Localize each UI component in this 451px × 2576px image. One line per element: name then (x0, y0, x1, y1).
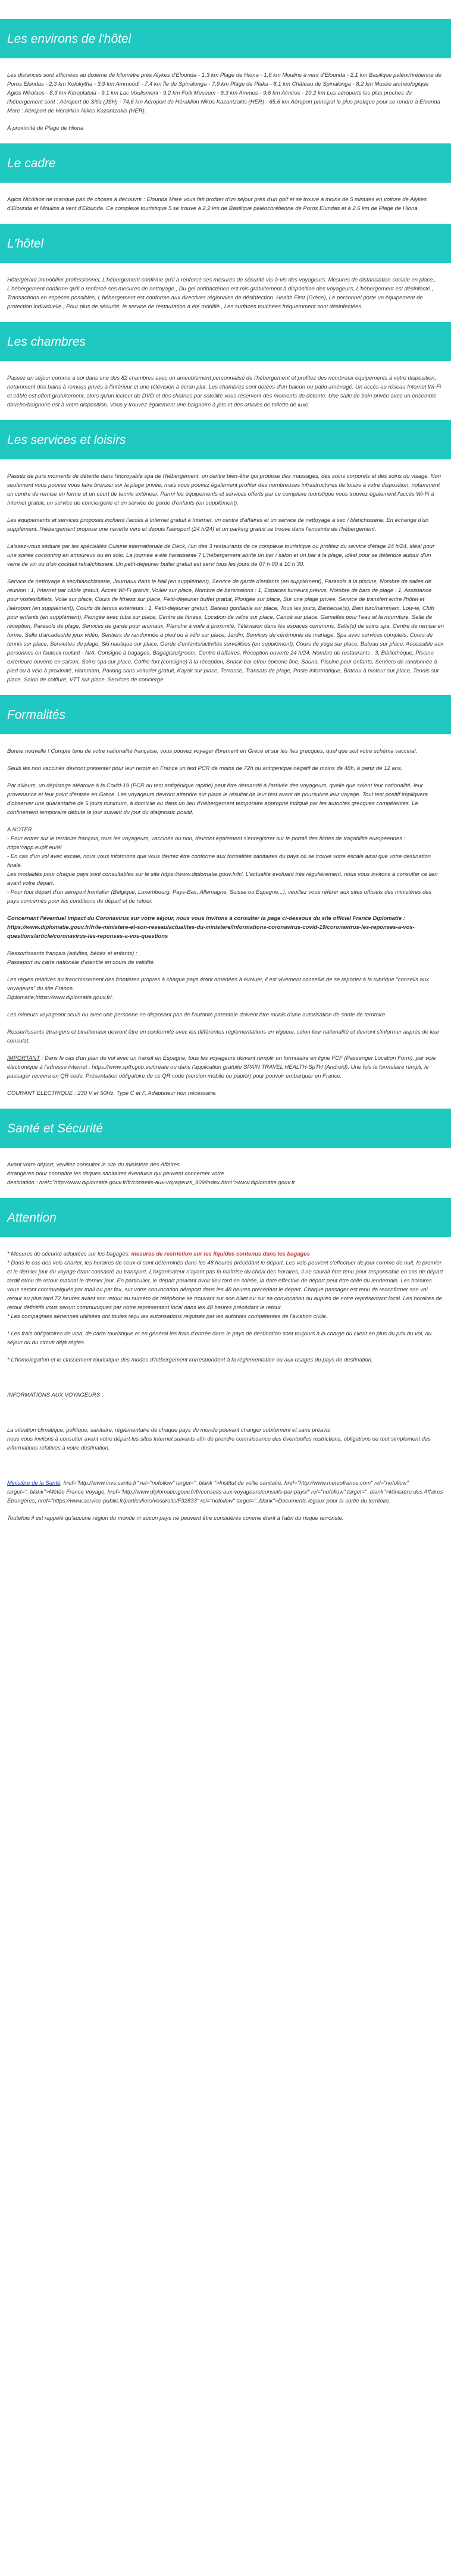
paragraph: Seuls les non vaccinés devront présenter pour leur retour en France un test PCR de moins de 72h ou antigénique négatif de moins de 48h, à partir de 12 ans. (7, 765, 403, 772)
paragraph: Passez de purs moments de détente dans l'incroyable spa de l'hébergement, un centre bien-être qui propose des massages, des soins corporels et des soins du visage. Non seulement vous pouvez vous faire bronzer sur la plage privée, mais vous pouvez également profiter des nombreuses infrastructures de loisirs à votre disposition, notamment un centre de remise en forme et un court de tennis extérieur. Parmi les équipements et services offerts par ce complexe touristique vous trouvez également l'accès Wi-Fi à Internet gratuit, un service de conciergerie et un service de garde d'enfants (en supplément). (7, 473, 441, 506)
section-title: Attention (0, 1198, 451, 1237)
paragraph: Passez un séjour comme à soi dans une des 82 chambres avec un ameublement personnalisé de l'hébergement et profitez des nombreux équipements à votre disposition, notamment des bains à remous privés à l'intérieur et une télévision à écran plat. Les chambres sont dotées d'un balcon ou patio aménagé. Un accès au réseau Internet Wi-Fi et câblé est offert gratuitement, alors qu'un lecteur de DVD et des chaînes par satellite vous réservent des moments de détente. Une salle de bain privée avec un ensemble douche/baignoire est à votre disposition. Vous y trouvez également une baignoire à jets et des articles de toilette de luxe. (7, 375, 441, 408)
paragraph: Ressortissants français (adultes, bébés et enfants) : Passeport ou carte nationale d'identité en cours de validité. (7, 950, 155, 966)
paragraph: Les équipements et services proposés incluent l'accès à Internet gratuit à Internet, un centre d'affaires et un service de nettoyage à sec / blanchisserie. En échange d'un supplément, l'hébergement propose une navette vers et depuis l'aéroport (24 h/24) et un parking gratuit se trouve dans l'enceinte de l'hébergement. (7, 517, 429, 533)
paragraph (7, 1250, 444, 1321)
text: * Mesures de sécurité adoptées sur les bagages: (7, 1251, 131, 1257)
section-environs (0, 19, 451, 143)
spacer (7, 1373, 444, 1391)
paragraph: * L'homologation et le classement touristique des modes d'hébergement correspondent à la réglementation ou aux usages du pays de destination. (7, 1357, 373, 1363)
section-content (0, 747, 451, 1098)
paragraph: Agios Nicólaos ne manque pas de choses à découvrir : Elounda Mare vous fait profiter d'un séjour près d'un golf et se trouve à moins de 5 minutes en voiture de Alykes d'Elounda et Moulins à vent d'Elounda. Ce complexe touristique 5 se trouve à 2,2 km de Basilique paléochrétienne de Poros Elundas et à 2,6 km de Plage de Hiona. (7, 196, 427, 212)
liquids-restriction-link[interactable]: mesures de restriction sur les liquides contenus dans les bagages (131, 1251, 311, 1257)
section-title: Les chambres (0, 322, 451, 361)
section-hotel (0, 224, 451, 322)
important-label: IMPORTANT (7, 1055, 40, 1062)
section-content (0, 195, 451, 213)
section-content (0, 1250, 451, 1523)
section-content (0, 1160, 451, 1187)
ministere-sante-link[interactable]: Ministère de la Santé (7, 1480, 61, 1486)
paragraph: Toutefois il est rappelé qu'aucune région du monde ni aucun pays ne peuvent être considérés comme étant à l'abri du risque terroriste. (7, 1515, 344, 1522)
spacer (7, 1461, 444, 1479)
section-content (0, 374, 451, 409)
important-text: : Dans le cas d'un plan de vol avec un transit en Espagne, tous les voyageurs doivent remplir un formulaire en ligne FCF (Passenger Location Form), par voie électronique à l'adresse internet : https://www.spth.gob.es/create ou dans l'application gratuite SPAIN TRAVEL HEALTH-SpTH (Android). Une fois le formulaire rempli, le passager recevra un QR code. Présentation obligatoire de ce QR code (version mobile ou papier) pour pouvoir embarquer en France. (7, 1055, 436, 1079)
paragraph: Concernant l'éventuel impact du Coronavirus sur votre séjour, nous vous invitons à consulter la page ci-dessous du site officiel France Diplomatie : https://www.diplomatie.gouv.fr/fr/le-ministere-et-son-reseau/actualites-du-ministere/informations-coronavirus-covid-19/coronavirus-les-reponses-a-vos-questions/article/coronavirus-les-reponses-a-vos-questions (7, 915, 415, 940)
section-title: Formalités (0, 695, 451, 734)
paragraph: Laissez-vous séduire par les spécialités Cuisine internationale de Deck, l'un des 3 restaurants de ce complexe touristique ou profitez du service d'étage 24 h/24, idéal pour une soirée cocooning en amoureux ou en solo. La journée a été harassante ? L'hébergement abrite un bar / salon et un bar à la plage, idéal pour se détendre autour d'un verre de vin ou d'un cocktail rafraîchissant. Un petit-déjeuner buffet gratuit est servi tous les jours de 07 h 00 à 10 h 30. (7, 543, 435, 568)
section-title: L'hôtel (0, 224, 451, 263)
section-content (0, 276, 451, 311)
paragraph: COURANT ELECTRIQUE : 230 V et 50Hz. Type C et F. Adaptateur non nécessaire. (7, 1090, 217, 1097)
section-cadre (0, 143, 451, 224)
section-content (0, 472, 451, 684)
paragraph (7, 1479, 444, 1505)
section-services (0, 420, 451, 695)
section-content (0, 71, 451, 133)
paragraph: Hôte/gérant immobilier professionnel, L'hébergement confirme qu'il a renforcé ses mesures de sécurité vis-à-vis des voyageurs. Mesures de distanciation sociale en place., L'hébergement confirme qu'il a renforcé ses mesures de nettoyage., Du gel antibactérien est mis gratuitement à disposition des voyageurs, L'hébergement est désinfecté., Transactions en espèces possibles, L'hébergement est conforme aux directives régionales de désinfection. Health First (Grèce), Le personnel porte un équipement de protection individuelle., Pour plus de sécurité, le service de restauration a été modifié., Les surfaces touchées fréquemment sont désinfectées. (7, 277, 436, 310)
section-chambres (0, 322, 451, 420)
paragraph: Bonne nouvelle ! Compte tenu de votre nationalité française, vous pouvez voyager librement en Grèce et sur les îles grecques, quel que soit votre schéma vaccinal. (7, 748, 418, 755)
paragraph: INFORMATIONS AUX VOYAGEURS : (7, 1392, 104, 1398)
paragraph: Par ailleurs, un dépistage aléatoire à la Covid-19 (PCR ou test antigénique rapide) peut être demandé à l'arrivée des voyageurs, quelle que soient leur nationalité, leur provenance et leur point d'entrée en Grèce. Les voyageurs devront attendre sur place le résultat de leur test avant de poursuivre leur voyage. Tout test positif impliquera d'observer une quarantaine de 5 jours minimum, à domicile ou dans un lieu d'hébergement temporaire approprié indiqué par les autorités grecques compétentes. Le confinement temporaire débute le jour suivant du jour du diagnostic positif. (7, 782, 428, 816)
spacer (7, 1408, 444, 1426)
paragraph: Les règles relatives au franchissement des frontières propres à chaque pays étant amenées à évoluer, il est vivement conseillé de se reporter à la rubrique "conseils aux voyageurs" du site France. Diplomatie,https://www.diplomatie.gouv.fr/. (7, 976, 429, 1001)
section-title: Les services et loisirs (0, 420, 451, 459)
paragraph: Avant votre départ, veuillez consulter le site du ministère des Affaires étrangères pour connaître les risques sanitaires éventuels qui peuvent concerner votre destination : href="http://www.diplomatie.gouv.fr/fr/conseils-aux-voyageurs_909/index.html">www.diplomatie.gouv.fr (7, 1162, 295, 1186)
paragraph: Ressortissants étrangers et binationaux devront être en conformité avec les différentes réglementations en vigueur, selon leur nationalité et devront s'informer auprès de leur consulat. (7, 1029, 440, 1044)
paragraph: A NOTER - Pour entrer sur le territoire français, tous les voyageurs, vaccinés ou non, devront également s'enregistrer sur le portail des fiches de traçabilité européennes : https://app.euplf.eu/#/ - En cas d'un vol avec escale, nous vous informons que vous devrez être conforme aux formalités sanitaires du pays où se trouve votre escale ainsi que votre destination finale. Les modalités pour chaque pays sont consultables sur le site https://www.diplomatie.gouv.fr/fr/. L'actualité évoluant très régulièrement, nous vous invitons à consulter ce lien avant votre départ. - Pour tout départ d'un aéroport frontalier (Belgique, Luxembourg, Pays-Bas, Allemagne, Suisse ou Espagne...), veuillez vous référer aux sites officiels des ministères des pays concernés pour les conditions de départ et de retour. (7, 827, 438, 904)
section-title: Santé et Sécurité (0, 1109, 451, 1148)
paragraph-important (7, 1054, 444, 1081)
text: * Dans le cas des vols charter, les horaires de ceux-ci sont déterminés dans les 48 heures précédant le départ. Les vols peuvent s'effectuer de jour comme de nuit, le premier et le dernier jour du voyage étant consacré au transport. L'organisateur n'ayant pas la maîtrise du choix des horaires, il ne saurait être tenu pour responsable en cas de départ tardif et/ou de retour matinal le dernier jour. En particulier, le départ pouvant avoir lieu tard en soirée, la date effective de départ peut être celle du lendemain. Les horaires vous seront communiqués par mail ou par fax, sur votre convocation aéroport dans les 48 heures précédant le départ. Chaque passager est tenu de reconfirmer son vol retour au plus tard 72 heures avant son retour au numéro de téléphone se trouvant sur son billet ou sur sa convocation ou auprès de notre représentant local. Les horaires de retour définitifs vous seront communiqués par notre représentant local dans les 48 heures précédant le retour. * Les compagnies aériennes utilisées ont toutes reçu les autorisations requises par les autorités compétentes de l'aviation civile. (7, 1260, 443, 1320)
paragraph: À proximité de Plage de Hiona (7, 125, 84, 132)
text: , href="http://www.invs.sante.fr" rel="nofollow" target="_blank ">Institut de veille sanitaire, href="http://www.meteofrance.com" rel="nofollow" target="_blank">Météo France Voyage, href="http://www.diplomatie.gouv.fr/fr/conseils-aux-voyageurs/conseils-par-pays/" rel="nofollow" target="_blank">Ministère des Affaires Étrangères, href="https://www.service-public.fr/particuliers/vosdroits/F32833" rel="nofollow" target="_blank">Documents légaux pour la sortie du territoire. (7, 1480, 443, 1504)
paragraph: * Les frais obligatoires de visa, de carte touristique et en général les frais d'entrée dans le pays de destination sont toujours à la charge du client en plus du prix du vol, du séjour ou du circuit déjà réglés. (7, 1331, 432, 1346)
section-title: Les environs de l'hôtel (0, 19, 451, 58)
paragraph: Les distances sont affichées au dixième de kilomètre près Alykes d'Elounda - 1,3 km Plage de Hiona - 1,6 km Moulins à vent d'Elounda - 2,1 km Basilique paléochrétienne de Poros Elundas - 2,3 km Kolokytha - 3,9 km Ammoúdi - 7,4 km Île de Spinalonga - 7,9 km Plage de Plaka - 8,1 km Château de Spinalonga - 8,2 km Musée archéologique Agios Nikolaos - 8,3 km Kitroplateia - 9,1 km Lac Voulismeni - 9,2 km Folk Museum - 9,3 km Ammos - 9,6 km Almiros - 10,2 km Les aéroports les plus proches de l'hébergement sont : Aéroport de Sitia (JSH) - 74,6 km Aéroport de Héraklion Nikos Kazantzakis (HER) - 65,6 km Aéroport principal le plus pratique pour se rendre à Elounda Mare : Aéroport de Héraklion Nikos Kazantzakis (HER). (7, 72, 441, 114)
paragraph: La situation climatique, politique, sanitaire, réglementaire de chaque pays du monde pouvant changer subitement et sans préavis nous vous invitons à consulter avant votre départ les sites Internet suivants afin de prendre connaissance des éventuelles restrictions, obligations ou tout simplement des informations relatives à votre destination. (7, 1427, 431, 1451)
section-sante (0, 1109, 451, 1198)
section-formalites (0, 695, 451, 1109)
paragraph: Service de nettoyage à sec/blanchisserie, Journaux dans le hall (en supplément), Service de garde d'enfants (en supplément), Parasols à la piscine, Nombre de salles de réunion : 1, Internet par câble gratuit, Accès Wi-Fi gratuit, Voilier sur place, Nombre de bars/salons : 1, Espaces fumeurs prévus, Nombre de bars de plage : 1, Assistance pour visites/billets, Voile sur place, Cours de fitness sur place, Petit-déjeuner buffet gratuit, Plongée sur place, Sur une plage privée, Service de transfert entre l'hôtel et l'aéroport (en supplément), Courts de tennis extérieurs : 1, Petit-déjeuner gratuit, Bateau gonflable sur place, Tous les jours, Barbecue(s), Bain turc/hammam, Low-ie, Club pour enfants (en supplément), Plongée avec tuba sur place, Centre de fitness, Location de vélos sur place, Canoë sur place, Gamelles pour l'eau et la nourriture, Salle de réception, Parasols de plage, Services de garde pour animaux, Planche à voile à proximité, Télévision dans les espaces communs, Salle(s) de soins spa, Centre de remise en forme, Salle d'arcades/de jeux vidéo, Sentiers de randonnée à pied ou à vélo sur place, Jardin, Services de cérémonie de mariage, Spa avec services complets, Cours de tennis sur place, Serviettes de plage, Ski nautique sur place, Garde d'enfants/activités surveillées (en supplément), Cours de yoga sur place, Bateau sur place, Accessible aux personnes en fauteuil roulant - N/A, Consigne à bagages, Bagagiste/groom, Centre d'affaires, Réception ouverte 24 h/24, Nombre de restaurants : 3, Bibliothèque, Piscine extérieure ouverte en saison, Soins spa sur place, Coffre-fort (consigne) à la réception, Snack-bar et/ou épicerie fine, Sauna, Piscine pour enfants, Sentiers de randonnée à pied ou à vélo à proximité, Hammam, Parking sans voiturier gratuit, Kayak sur place, Terrasse, Transats de plage, Poste informatique, Bateau à moteur sur place, Tennis sur place, Salon de coiffure, VTT sur place, Services de concierge (7, 578, 444, 683)
paragraph: Les mineurs voyageant seuls ou avec une personne ne disposant pas de l'autorité parentale doivent être munis d'une autorisation de sortie de territoire. (7, 1012, 387, 1018)
section-attention (0, 1198, 451, 1533)
section-title: Le cadre (0, 143, 451, 183)
